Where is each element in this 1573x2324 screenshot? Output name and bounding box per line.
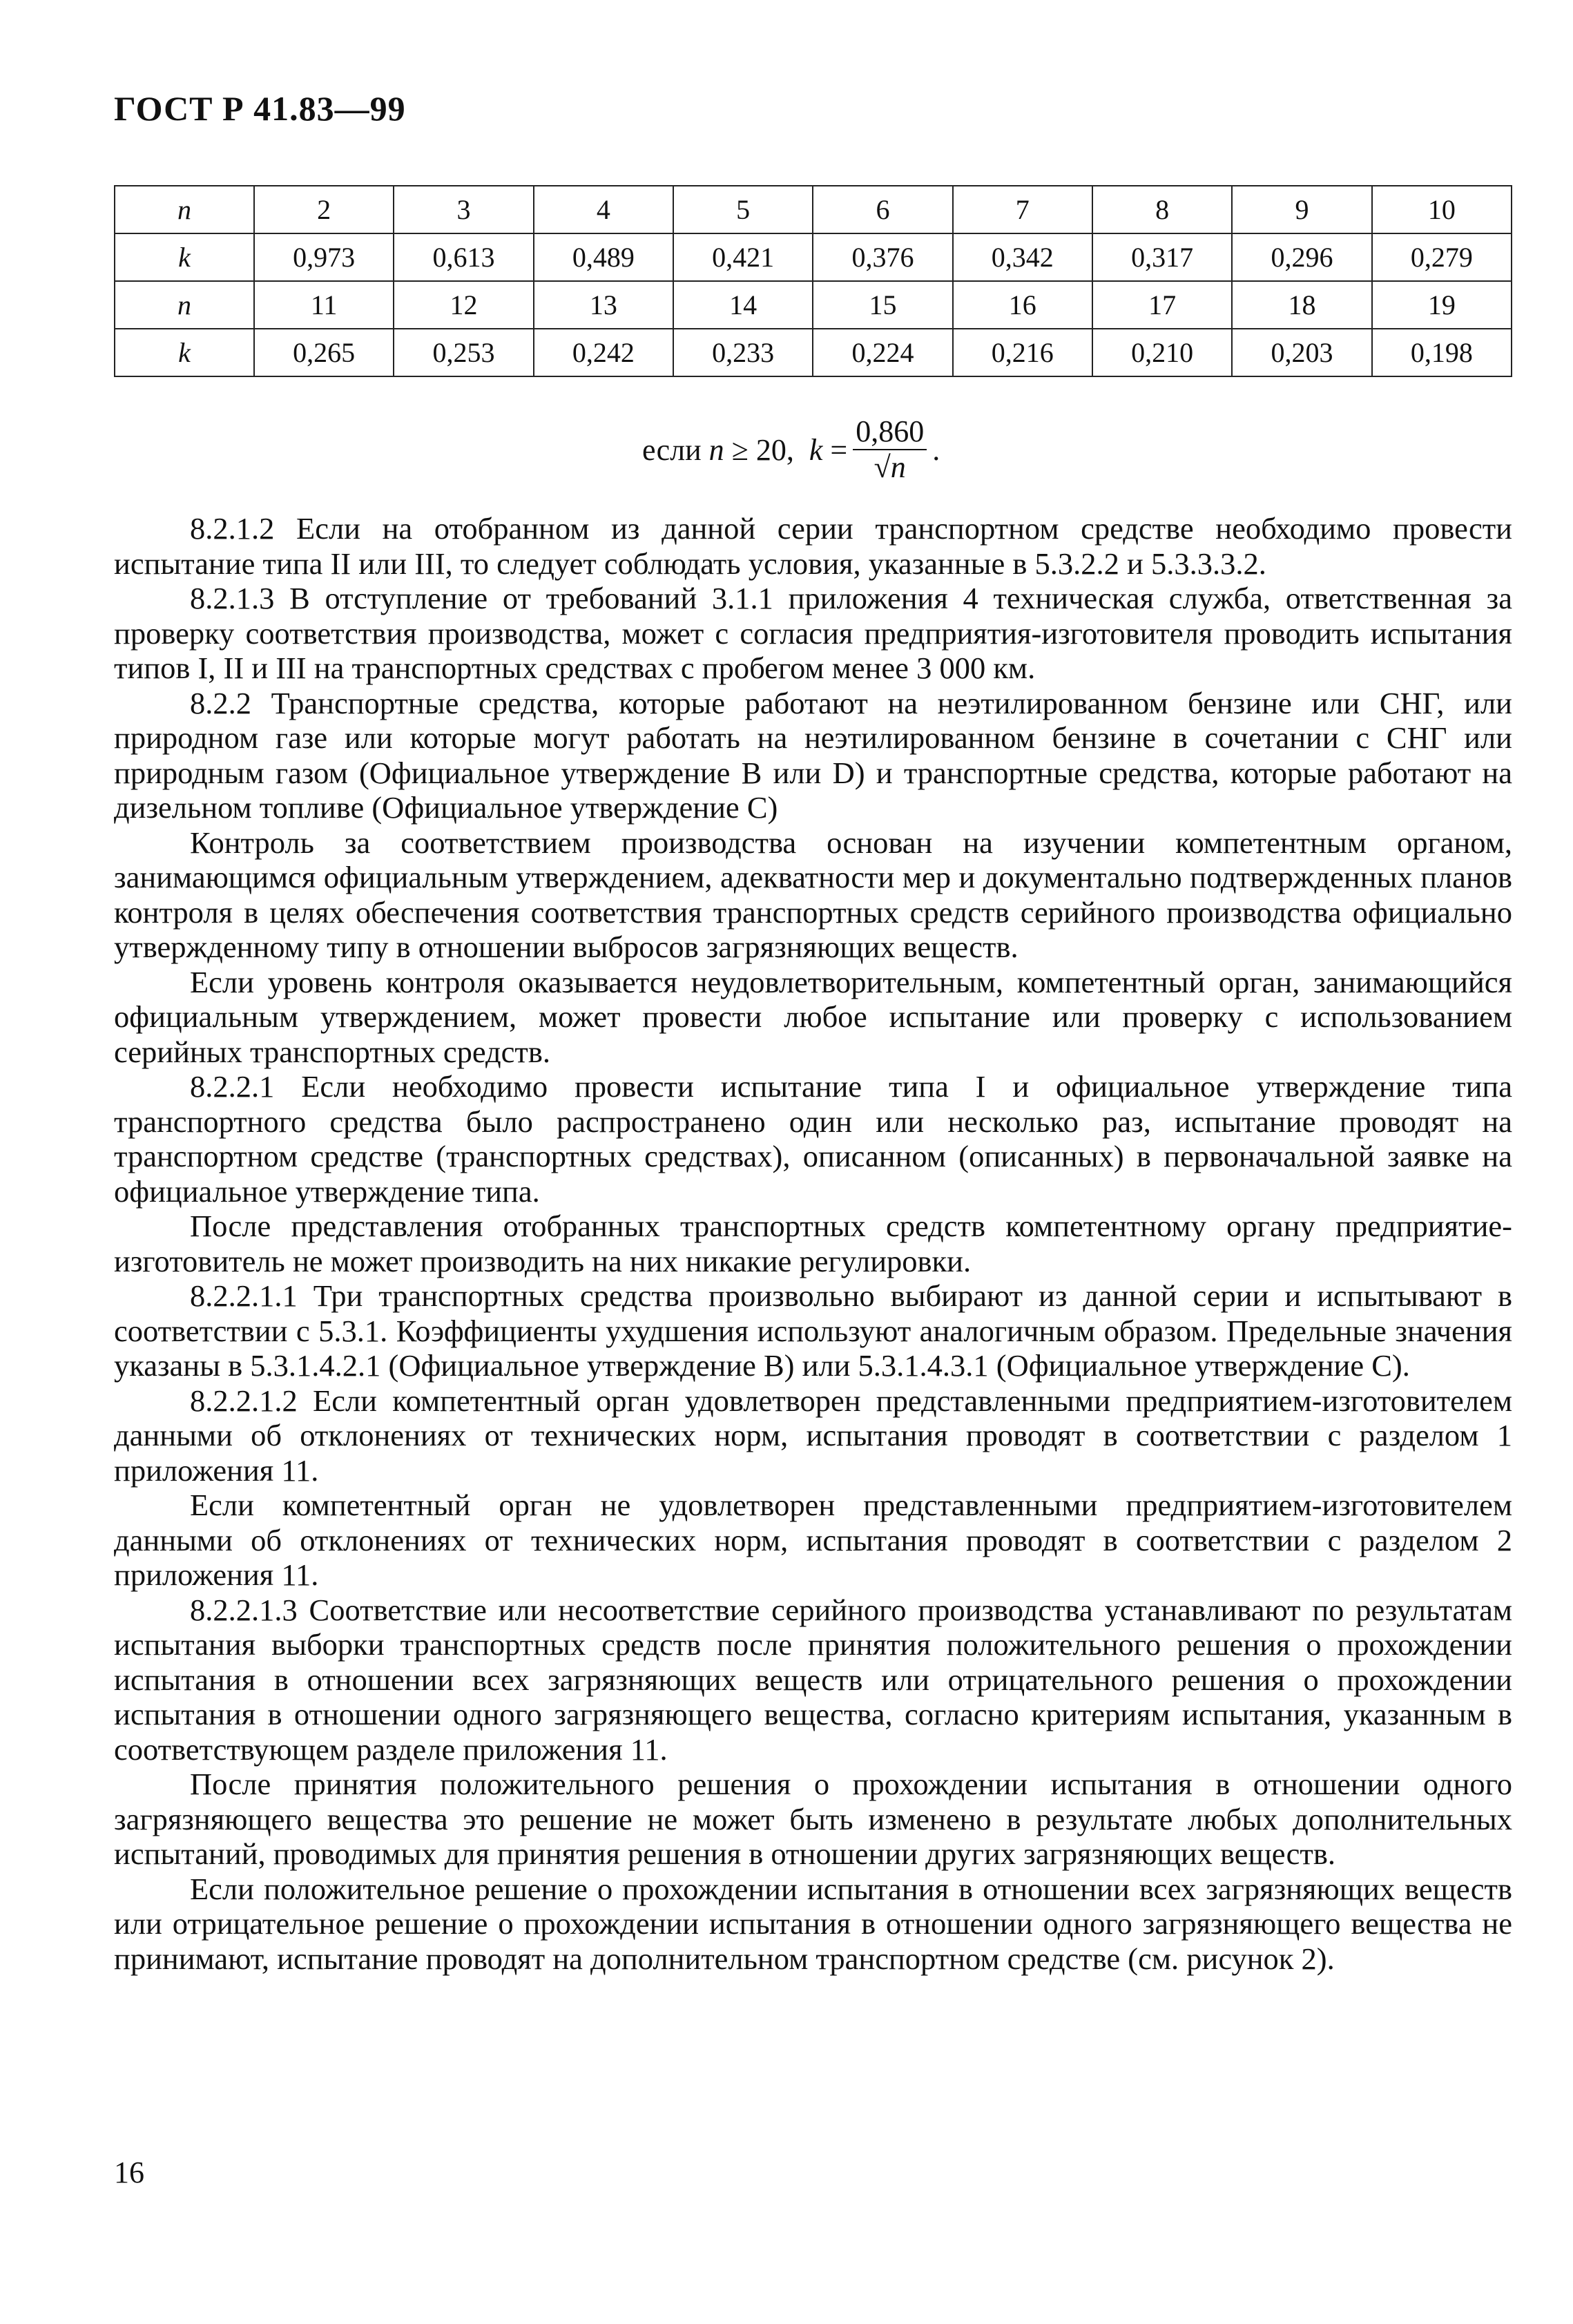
formula-prefix: если [642, 432, 702, 467]
table-row [115, 329, 1512, 376]
paragraph: 8.2.2 Транспортные средства, которые работают на неэтилированном бензине или СНГ, или природном газе или которые могут работать на неэтилированном бензине в сочетании с СНГ или природным газом (Официальное утверждение В или D) и транспортные средства, которые работают на дизельном топливе (Официальное утверждение С) [114, 685, 1512, 825]
row-label-cell: k [115, 233, 254, 281]
table-cell: 11 [254, 281, 394, 329]
table-row [115, 186, 1512, 233]
row-label-cell: k [115, 329, 254, 376]
table-cell: 2 [254, 186, 394, 233]
table-cell: 17 [1092, 281, 1232, 329]
table-cell: 0,233 [673, 329, 813, 376]
coefficient-table [114, 185, 1512, 377]
table-cell: 6 [813, 186, 952, 233]
table-cell: 3 [394, 186, 533, 233]
table-cell: 10 [1372, 186, 1512, 233]
table-cell: 9 [1232, 186, 1371, 233]
table-cell: 19 [1372, 281, 1512, 329]
paragraph: 8.2.2.1 Если необходимо провести испытание типа I и официальное утверждение типа транспортного средства было распространено один или несколько раз, испытание проводят на транспортном средстве (транспортных средствах), описанном (описанных) в первоначальной заявке на официальное утверждение типа. [114, 1069, 1512, 1209]
formula-numerator: 0,860 [853, 414, 927, 450]
table-cell: 5 [673, 186, 813, 233]
paragraph: 8.2.2.1.1 Три транспортных средства произвольно выбирают из данной серии и испытывают в соответствии с 5.3.1. Коэффициенты ухудшения используют аналогичным образом. Предельные значения указаны в 5.3.1.4.2.1 (Официальное утверждение В) или 5.3.1.4.3.1 (Официальное утверждение С). [114, 1278, 1512, 1383]
table-cell: 13 [534, 281, 673, 329]
formula-equals: = [830, 432, 848, 467]
formula-fraction [853, 414, 927, 485]
table-cell: 0,253 [394, 329, 533, 376]
coefficient-formula [642, 414, 940, 485]
document-body [114, 511, 1512, 1976]
table-cell: 8 [1092, 186, 1232, 233]
table-cell: 7 [953, 186, 1092, 233]
paragraph: После принятия положительного решения о прохождении испытания в отношении одного загрязняющего вещества это решение не может быть изменено в результате любых дополнительных испытаний, проводимых для принятия решения в отношении других загрязняющих веществ. [114, 1767, 1512, 1871]
paragraph: Если положительное решение о прохождении испытания в отношении всех загрязняющих веществ или отрицательное решение о прохождении испытания в отношении одного загрязняющего вещества не принимают, испытание проводят на дополнительном транспортном средстве (см. рисунок 2). [114, 1871, 1512, 1976]
table-cell: 0,242 [534, 329, 673, 376]
table-cell: 18 [1232, 281, 1371, 329]
table-cell: 0,613 [394, 233, 533, 281]
row-label-cell: n [115, 186, 254, 233]
formula-suffix: . [932, 432, 940, 467]
table-cell: 16 [953, 281, 1092, 329]
paragraph: 8.2.1.2 Если на отобранном из данной серии транспортном средстве необходимо провести испытание типа II или III, то следует соблюдать условия, указанные в 5.3.2.2 и 5.3.3.3.2. [114, 511, 1512, 581]
table-cell: 0,317 [1092, 233, 1232, 281]
table-cell: 0,279 [1372, 233, 1512, 281]
table-cell: 15 [813, 281, 952, 329]
table-cell: 0,376 [813, 233, 952, 281]
table-cell: 0,973 [254, 233, 394, 281]
table-cell: 0,198 [1372, 329, 1512, 376]
table-cell: 0,265 [254, 329, 394, 376]
formula-condition: ≥ 20, [731, 432, 794, 467]
table-cell: 0,489 [534, 233, 673, 281]
table-cell: 12 [394, 281, 533, 329]
table-cell: 4 [534, 186, 673, 233]
paragraph: 8.2.2.1.2 Если компетентный орган удовлетворен представленными предприятием-изготовителем данными об отклонениях от технических норм, испытания проводят в соответствии с разделом 1 приложения 11. [114, 1383, 1512, 1488]
table-row [115, 281, 1512, 329]
paragraph: 8.2.2.1.3 Соответствие или несоответствие серийного производства устанавливают по результатам испытания выборки транспортных средств после принятия положительного решения о прохождении испытания в отношении всех загрязняющих веществ или отрицательного решения о прохождении испытания в отношении одного загрязняющего вещества, согласно критериям испытания, указанным в соответствующем разделе приложения 11. [114, 1592, 1512, 1767]
table-row [115, 233, 1512, 281]
document-header: ГОСТ Р 41.83—99 [114, 89, 406, 128]
formula-var-k: k [809, 432, 823, 467]
formula-denominator: √n [874, 450, 906, 484]
table-cell: 0,203 [1232, 329, 1371, 376]
table-cell: 0,210 [1092, 329, 1232, 376]
paragraph: 8.2.1.3 В отступление от требований 3.1.1 приложения 4 техническая служба, ответственная за проверку соответствия производства, может с согласия предприятия-изготовителя проводить испытания типов I, II и III на транспортных средствах с пробегом менее 3 000 км. [114, 581, 1512, 685]
table-cell: 0,224 [813, 329, 952, 376]
page-number: 16 [114, 2155, 144, 2189]
paragraph: Если компетентный орган не удовлетворен представленными предприятием-изготовителем данными об отклонениях от технических норм, испытания проводят в соответствии с разделом 2 приложения 11. [114, 1488, 1512, 1592]
table-cell: 0,342 [953, 233, 1092, 281]
paragraph: Если уровень контроля оказывается неудовлетворительным, компетентный орган, занимающийся официальным утверждением, может провести любое испытание или проверку с использованием серийных транспортных средств. [114, 964, 1512, 1069]
paragraph: Контроль за соответствием производства основан на изучении компетентным органом, занимающимся официальным утверждением, адекватности мер и документально подтвержденных планов контроля в целях обеспечения соответствия транспортных средств серийного производства официально утвержденному типу в отношении выбросов загрязняющих веществ. [114, 825, 1512, 964]
formula-var-n: n [708, 432, 724, 467]
table-cell: 0,216 [953, 329, 1092, 376]
table-cell: 0,421 [673, 233, 813, 281]
table-cell: 0,296 [1232, 233, 1371, 281]
row-label-cell: n [115, 281, 254, 329]
table-cell: 14 [673, 281, 813, 329]
paragraph: После представления отобранных транспортных средств компетентному органу предприятие-изготовитель не может производить на них никакие регулировки. [114, 1209, 1512, 1278]
